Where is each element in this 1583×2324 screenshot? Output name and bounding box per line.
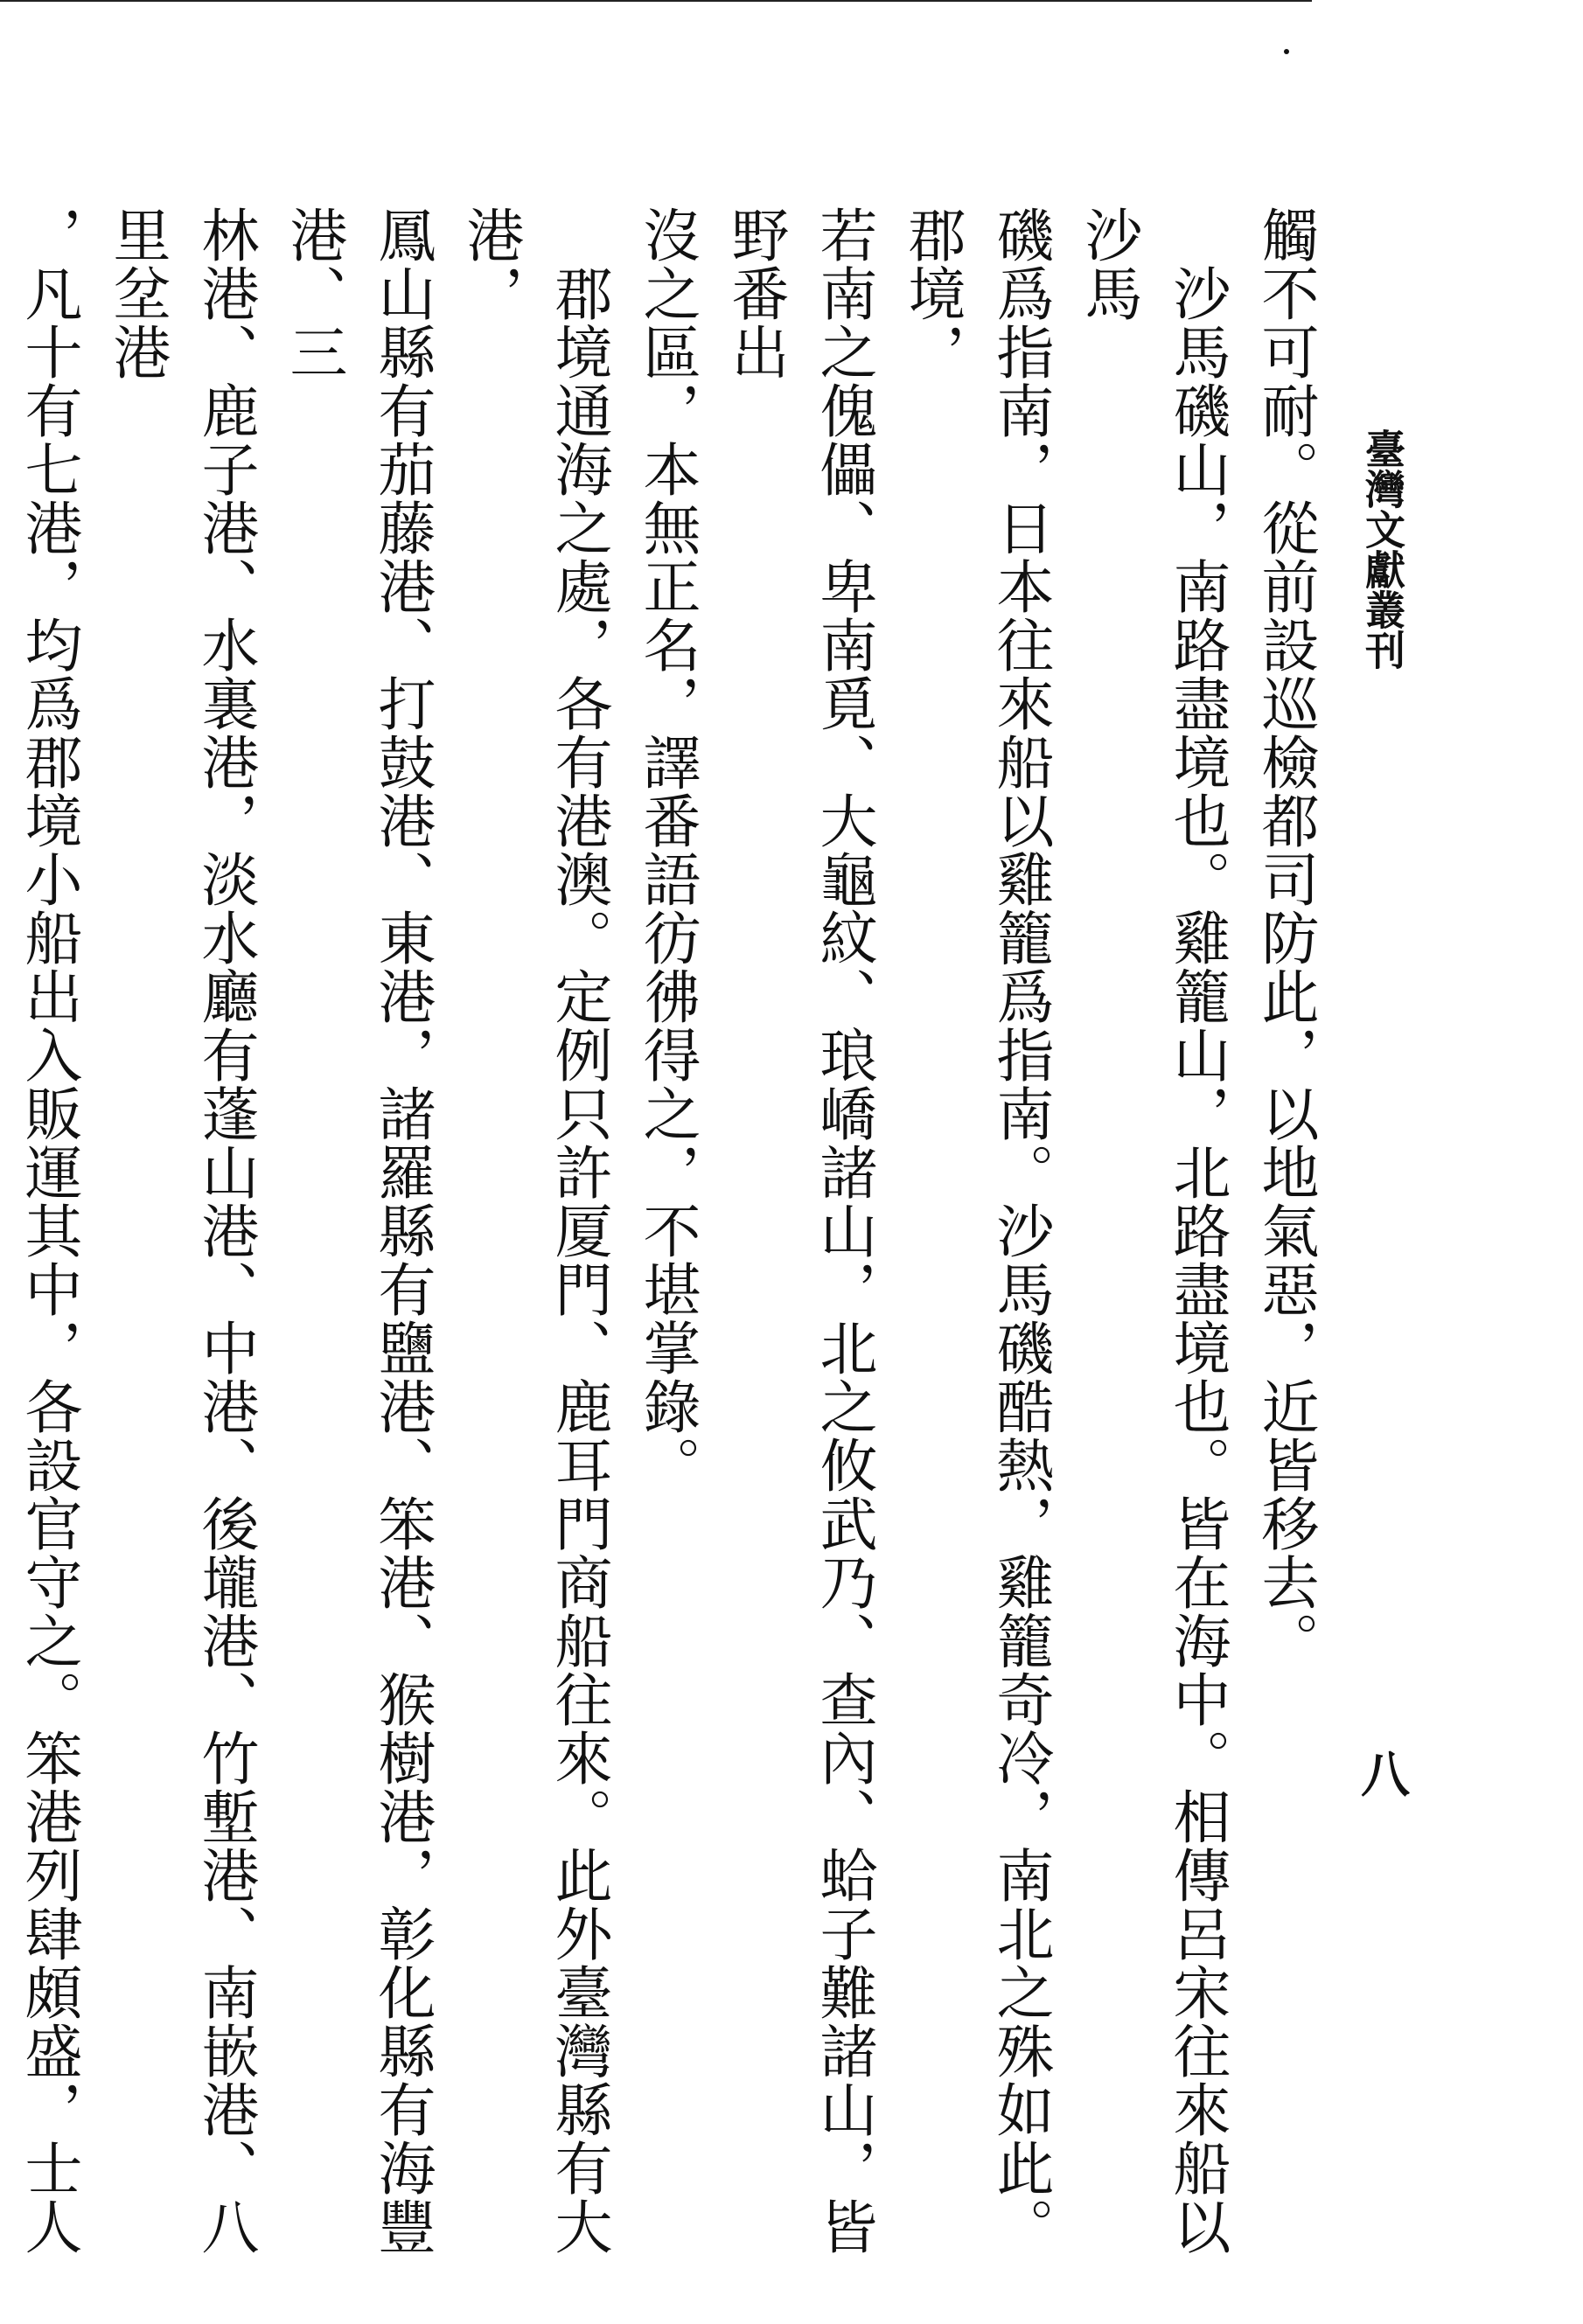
text-column: ，凡十有七港，均爲郡境小船出入販運其中，各設官守之。笨港列肆頗盛，士人	[15, 205, 82, 2256]
text-column: 林港、鹿子港、水裏港，淡水廳有蓬山港、中港、後壠港、竹塹港、南嵌港、八里坌港	[103, 205, 259, 2256]
top-rule	[0, 0, 1312, 2]
text-column: 磯爲指南，日本往來船以雞籠爲指南。沙馬磯酷熱，雞籠奇冷，南北之殊如此。郡境，	[898, 205, 1054, 2256]
text-column: 沒之區，本無正名，譯番語彷彿得之，不堪掌錄。	[633, 205, 701, 1494]
text-column: 觸不可耐。從前設巡檢都司防此，以地氣惡，近皆移去。	[1252, 205, 1319, 1670]
body-text	[15, 205, 1329, 2269]
text-column: 鳳山縣有茄藤港、打鼓港、東港，諸羅縣有鹽港、笨港、猴樹港，彰化縣有海豐港、三	[280, 205, 436, 2256]
page-number: 八	[1353, 1749, 1411, 1798]
scan-dot	[1284, 49, 1289, 54]
text-column: 郡境通海之處，各有港澳。定例只許厦門、鹿耳門商船往來。此外臺灣縣有大港，	[457, 205, 612, 2256]
running-head: 臺灣文獻叢刊	[1359, 428, 1406, 670]
text-column: 沙馬磯山，南路盡境也。雞籠山，北路盡境也。皆在海中。相傳呂宋往來船以沙馬	[1075, 205, 1231, 2256]
text-column: 若南之傀儡、卑南覓、大龜紋、琅嶠諸山，北之攸武乃、查內、蛤子難諸山，皆野番出	[722, 205, 877, 2256]
